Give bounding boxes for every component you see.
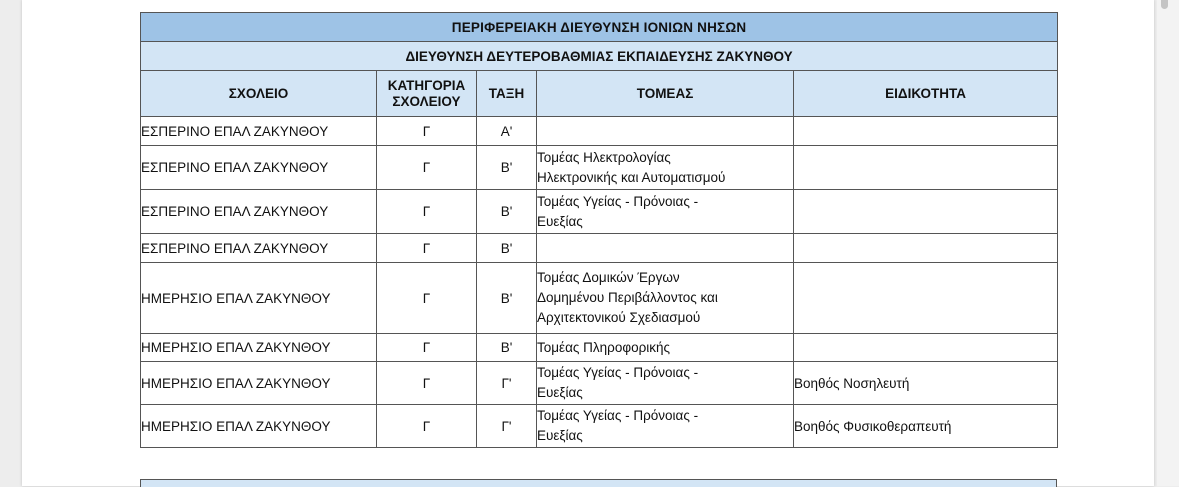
table-row	[141, 146, 1058, 190]
specialty-cell	[794, 190, 1058, 234]
school-cell: ΗΜΕΡΗΣΙΟ ΕΠΑΛ ΖΑΚΥΝΘΟΥ	[141, 263, 377, 334]
school-cell: ΗΜΕΡΗΣΙΟ ΕΠΑΛ ΖΑΚΥΝΘΟΥ	[141, 405, 377, 448]
header-class: ΤΑΞΗ	[477, 71, 537, 117]
table-title: ΠΕΡΙΦΕΡΕΙΑΚΗ ΔΙΕΥΘΥΝΣΗ ΙΟΝΙΩΝ ΝΗΣΩΝ	[141, 13, 1058, 42]
table-subtitle: ΔΙΕΥΘΥΝΣΗ ΔΕΥΤΕΡΟΒΑΘΜΙΑΣ ΕΚΠΑΙΔΕΥΣΗΣ ΖΑΚΥΝΘΟΥ	[141, 42, 1058, 71]
class-cell: Γ'	[477, 405, 537, 448]
school-cell: ΕΣΠΕΡΙΝΟ ΕΠΑΛ ΖΑΚΥΝΘΟΥ	[141, 146, 377, 190]
school-cell: ΕΣΠΕΡΙΝΟ ΕΠΑΛ ΖΑΚΥΝΘΟΥ	[141, 190, 377, 234]
specialty-cell	[794, 334, 1058, 362]
sector-line: Ευεξίας	[537, 385, 583, 400]
sector-line: Ευεξίας	[537, 428, 583, 443]
class-cell: Β'	[477, 146, 537, 190]
specialty-cell	[794, 117, 1058, 146]
category-cell: Γ	[377, 190, 477, 234]
scrollbar-track[interactable]	[1157, 0, 1179, 486]
sector-line: Ευεξίας	[537, 213, 583, 229]
sector-line: Ηλεκτρονικής και Αυτοματισμού	[537, 169, 726, 185]
table-row	[141, 334, 1058, 362]
table-row	[141, 190, 1058, 234]
category-cell: Γ	[377, 146, 477, 190]
sector-cell: Τομέας Πληροφορικής	[537, 334, 794, 362]
class-cell: Γ'	[477, 362, 537, 405]
header-sector: ΤΟΜΕΑΣ	[537, 71, 794, 117]
table-row	[141, 405, 1058, 448]
specialty-cell	[794, 146, 1058, 190]
specialty-cell	[794, 263, 1058, 334]
sector-line: Δομημένου Περιβάλλοντος και	[537, 290, 718, 305]
sector-cell	[537, 405, 794, 448]
sector-line: Τομέας Υγείας - Πρόνοιας -	[537, 193, 699, 209]
sector-line: Τομέας Δομικών Έργων	[537, 270, 680, 285]
table-row	[141, 362, 1058, 405]
sector-line: Τομέας Υγείας - Πρόνοιας -	[537, 408, 699, 423]
header-category	[377, 71, 477, 117]
sector-cell	[537, 263, 794, 334]
scrollbar-thumb[interactable]	[1161, 0, 1168, 9]
sector-cell	[537, 234, 794, 263]
category-cell: Γ	[377, 405, 477, 448]
category-cell: Γ	[377, 334, 477, 362]
header-school: ΣΧΟΛΕΙΟ	[141, 71, 377, 117]
sector-line: Τομέας Υγείας - Πρόνοιας -	[537, 365, 699, 380]
header-specialty: ΕΙΔΙΚΟΤΗΤΑ	[794, 71, 1058, 117]
table-row	[141, 234, 1058, 263]
category-cell: Γ	[377, 234, 477, 263]
class-cell: Β'	[477, 190, 537, 234]
header-category-line2: ΣΧΟΛΕΙΟΥ	[392, 93, 461, 109]
header-category-line1: ΚΑΤΗΓΟΡΙΑ	[387, 77, 466, 93]
sector-line: Τομέας Ηλεκτρολογίας	[537, 149, 671, 165]
category-cell: Γ	[377, 117, 477, 146]
sector-cell	[537, 146, 794, 190]
class-cell: Β'	[477, 234, 537, 263]
school-cell: ΗΜΕΡΗΣΙΟ ΕΠΑΛ ΖΑΚΥΝΘΟΥ	[141, 334, 377, 362]
table-row	[141, 263, 1058, 334]
sector-line: Αρχιτεκτονικού Σχεδιασμού	[537, 310, 701, 325]
schools-table	[140, 12, 1058, 448]
sector-cell	[537, 362, 794, 405]
sector-cell	[537, 117, 794, 146]
table-row	[141, 117, 1058, 146]
category-cell: Γ	[377, 263, 477, 334]
school-cell: ΕΣΠΕΡΙΝΟ ΕΠΑΛ ΖΑΚΥΝΘΟΥ	[141, 117, 377, 146]
class-cell: Β'	[477, 263, 537, 334]
specialty-cell	[794, 234, 1058, 263]
specialty-cell: Βοηθός Φυσικοθεραπευτή	[794, 405, 1058, 448]
class-cell: Α'	[477, 117, 537, 146]
sector-cell	[537, 190, 794, 234]
specialty-cell: Βοηθός Νοσηλευτή	[794, 362, 1058, 405]
category-cell: Γ	[377, 362, 477, 405]
class-cell: Β'	[477, 334, 537, 362]
school-cell: ΗΜΕΡΗΣΙΟ ΕΠΑΛ ΖΑΚΥΝΘΟΥ	[141, 362, 377, 405]
school-cell: ΕΣΠΕΡΙΝΟ ΕΠΑΛ ΖΑΚΥΝΘΟΥ	[141, 234, 377, 263]
